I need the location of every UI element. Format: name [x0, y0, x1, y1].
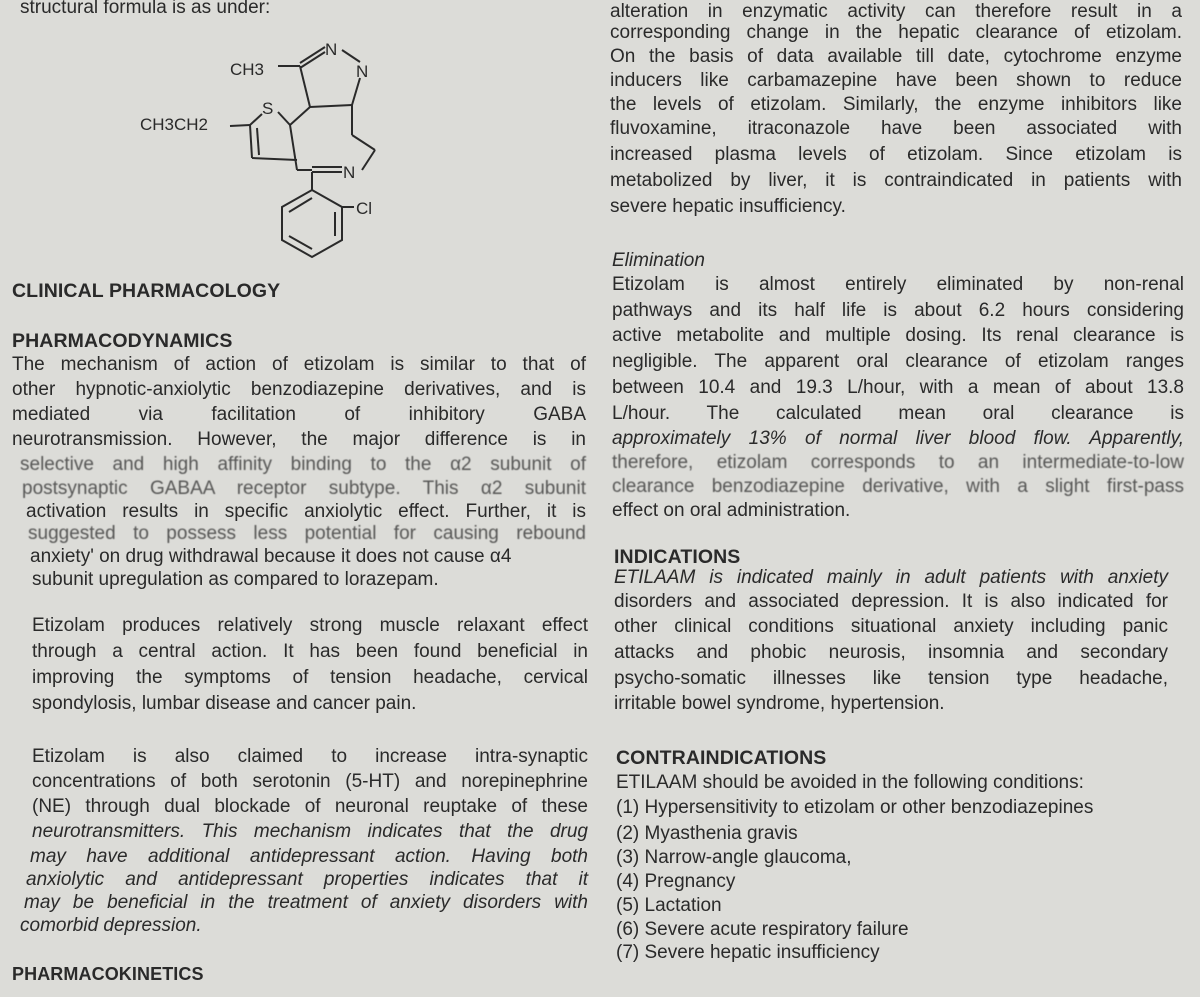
- heading-pharmacodynamics: PHARMACODYNAMICS: [12, 330, 233, 352]
- pd-line: mediated via facilitation of inhibitory GABA: [12, 404, 586, 425]
- atom-cl: Cl: [356, 199, 373, 218]
- contra-item: (4) Pregnancy: [616, 871, 736, 892]
- elim-line: effect on oral administration.: [612, 500, 851, 521]
- metab-line: inducers like carbamazepine have been shown to reduce: [610, 70, 1182, 91]
- pd-line: postsynaptic GABAA receptor subtype. This α2 subunit: [22, 478, 586, 499]
- intro-text: structural formula is as under:: [20, 0, 271, 18]
- pd-line: neurotransmission. However, the major difference is in: [12, 429, 586, 450]
- heading-elimination: Elimination: [612, 250, 705, 271]
- atom-s: S: [262, 99, 274, 118]
- elim-line: Etizolam is almost entirely eliminated by non-renal: [612, 274, 1184, 295]
- metab-line: corresponding change in the hepatic clearance of etizolam.: [610, 22, 1182, 43]
- contra-item: (5) Lactation: [616, 895, 722, 916]
- metab-line: metabolized by liver, it is contraindicated in patients with: [610, 170, 1182, 191]
- ind-line: other clinical conditions situational anxiety including panic: [614, 616, 1168, 637]
- serotonin-line: (NE) through dual blockade of neuronal reuptake of these: [32, 796, 588, 817]
- pd-line: The mechanism of action of etizolam is similar to that of: [12, 354, 586, 375]
- serotonin-line: neurotransmitters. This mechanism indicates that the drug: [32, 821, 588, 842]
- ind-line: psycho-somatic illnesses like tension type headache,: [614, 668, 1168, 689]
- etizolam-structural-formula: [12, 0, 432, 280]
- contra-item: (1) Hypersensitivity to etizolam or other benzodiazepines: [616, 797, 1094, 818]
- heading-indications: INDICATIONS: [614, 546, 741, 568]
- serotonin-line: Etizolam is also claimed to increase intra-synaptic: [32, 746, 588, 767]
- contra-intro: ETILAAM should be avoided in the following conditions:: [616, 772, 1084, 793]
- metab-line: On the basis of data available till date, cytochrome enzyme: [610, 46, 1182, 67]
- pd-line: activation results in specific anxiolytic effect. Further, it is: [26, 501, 586, 522]
- pd-line: selective and high affinity binding to the α2 subunit of: [20, 454, 586, 475]
- metab-line: alteration in enzymatic activity can therefore result in a: [610, 1, 1182, 22]
- contra-item: (3) Narrow-angle glaucoma,: [616, 847, 852, 868]
- atom-methyl: CH3: [230, 60, 265, 79]
- serotonin-line: may be beneficial in the treatment of anxiety disorders with: [24, 892, 588, 913]
- metab-line: severe hepatic insufficiency.: [610, 196, 846, 217]
- elim-line: between 10.4 and 19.3 L/hour, with a mean of about 13.8: [612, 377, 1184, 398]
- elim-line: therefore, etizolam corresponds to an intermediate-to-low: [612, 452, 1184, 473]
- muscle-line: Etizolam produces relatively strong muscle relaxant effect: [32, 615, 588, 636]
- ind-line: ETILAAM is indicated mainly in adult patients with anxiety: [614, 567, 1168, 588]
- serotonin-line: concentrations of both serotonin (5-HT) and norepinephrine: [32, 771, 588, 792]
- pd-line: suggested to possess less potential for causing rebound: [28, 523, 586, 544]
- atom-ethyl: CH3CH2: [140, 115, 209, 134]
- atom-n2: N: [356, 62, 369, 81]
- elim-line: active metabolite and multiple dosing. Its renal clearance is: [612, 325, 1184, 346]
- atom-n1: N: [325, 40, 338, 59]
- elim-line: clearance benzodiazepine derivative, with a slight first-pass: [612, 476, 1184, 497]
- ind-line: irritable bowel syndrome, hypertension.: [614, 693, 945, 714]
- heading-clinical-pharmacology: CLINICAL PHARMACOLOGY: [12, 280, 281, 302]
- contra-item: (7) Severe hepatic insufficiency: [616, 942, 880, 963]
- atom-n3: N: [343, 163, 356, 182]
- metab-line: increased plasma levels of etizolam. Since etizolam is: [610, 144, 1182, 165]
- elim-line: pathways and its half life is about 6.2 hours considering: [612, 300, 1184, 321]
- elim-line: negligible. The apparent oral clearance of etizolam ranges: [612, 351, 1184, 372]
- metab-line: the levels of etizolam. Similarly, the enzyme inhibitors like: [610, 94, 1182, 115]
- contra-item: (2) Myasthenia gravis: [616, 823, 798, 844]
- serotonin-line: anxiolytic and antidepressant properties indicates that it: [26, 869, 588, 890]
- metab-line: fluvoxamine, itraconazole have been associated with: [610, 118, 1182, 139]
- heading-contraindications: CONTRAINDICATIONS: [616, 747, 827, 769]
- serotonin-line: comorbid depression.: [20, 915, 202, 936]
- muscle-line: through a central action. It has been found beneficial in: [32, 641, 588, 662]
- pd-line: other hypnotic-anxiolytic benzodiazepine derivatives, and is: [12, 379, 586, 400]
- muscle-line: improving the symptoms of tension headache, cervical: [32, 667, 588, 688]
- ind-line: attacks and phobic neurosis, insomnia and secondary: [614, 642, 1168, 663]
- serotonin-line: may have additional antidepressant action. Having both: [30, 846, 588, 867]
- elim-line: approximately 13% of normal liver blood flow. Apparently,: [612, 428, 1184, 449]
- muscle-line: spondylosis, lumbar disease and cancer pain.: [32, 693, 417, 714]
- pd-line: anxiety' on drug withdrawal because it does not cause α4: [30, 546, 512, 567]
- pd-line: subunit upregulation as compared to lorazepam.: [32, 569, 439, 590]
- ind-line: disorders and associated depression. It is also indicated for: [614, 591, 1168, 612]
- heading-pharmacokinetics: PHARMACOKINETICS: [12, 964, 204, 984]
- elim-line: L/hour. The calculated mean oral clearance is: [612, 403, 1184, 424]
- contra-item: (6) Severe acute respiratory failure: [616, 919, 909, 940]
